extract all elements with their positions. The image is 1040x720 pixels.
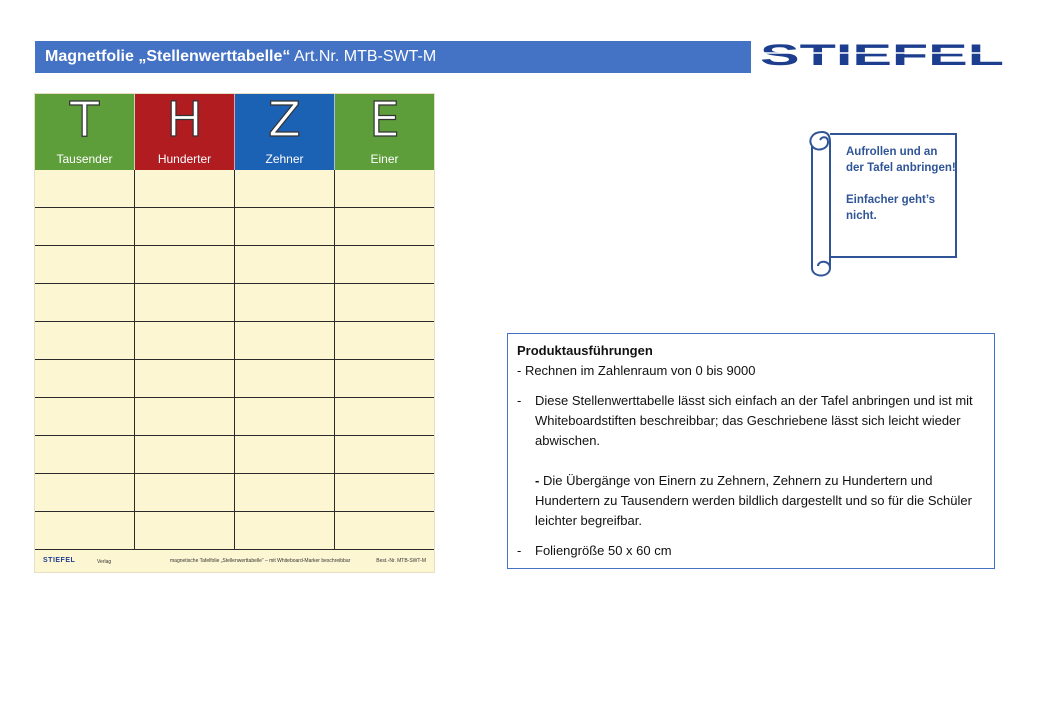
scroll-line-2: Einfacher geht’s nicht. — [846, 194, 936, 222]
chart-row — [35, 512, 434, 550]
scroll-text — [846, 144, 956, 224]
chart-cell — [235, 436, 335, 473]
chart-cell — [335, 246, 434, 283]
chart-cell — [335, 322, 434, 359]
details-item-description-text: Diese Stellenwerttabelle lässt sich einfach an der Tafel anbringen und ist mit Whiteboardstiften beschreibbar; das Geschriebene lässt sich leicht wieder abwischen. — [535, 393, 973, 448]
chart-cell — [235, 474, 335, 511]
chart-row — [35, 322, 434, 360]
chart-cell — [335, 436, 434, 473]
stiefel-logo-text: STIEFEL — [760, 40, 1004, 70]
chart-cell — [235, 360, 335, 397]
chart-cell — [335, 512, 434, 549]
chart-column-name: Tausender — [56, 152, 113, 166]
chart-cell — [335, 474, 434, 511]
chart-cell — [35, 360, 135, 397]
product-details-box — [507, 333, 995, 569]
chart-cell — [135, 474, 235, 511]
details-item-size-text: Foliengröße 50 x 60 cm — [535, 543, 672, 558]
chart-row — [35, 398, 434, 436]
scroll-line-1: Aufrollen und an der Tafel anbringen! — [846, 146, 956, 174]
chart-cell — [335, 360, 434, 397]
chart-column-tausender — [35, 94, 135, 170]
chart-cell — [335, 208, 434, 245]
chart-cell — [235, 512, 335, 549]
chart-row — [35, 360, 434, 398]
chart-row — [35, 474, 434, 512]
chart-cell — [35, 398, 135, 435]
chart-footer — [35, 550, 434, 572]
chart-row — [35, 284, 434, 322]
chart-cell — [35, 474, 135, 511]
chart-column-name: Einer — [370, 152, 399, 166]
chart-cell — [135, 208, 235, 245]
chart-column-letter: H — [166, 92, 203, 148]
chart-cell — [335, 284, 434, 321]
chart-column-name: Zehner — [265, 152, 304, 166]
details-subitem-dash: - — [535, 473, 540, 488]
chart-cell — [235, 398, 335, 435]
chart-cell — [135, 284, 235, 321]
details-heading: Produktausführungen — [517, 343, 653, 358]
chart-cell — [135, 360, 235, 397]
chart-footer-brand-small: Verlag — [97, 559, 112, 565]
details-item-range: - Rechnen im Zahlenraum von 0 bis 9000 — [517, 363, 756, 378]
chart-cell — [335, 170, 434, 207]
chart-column-letter: Z — [268, 92, 301, 148]
chart-column-letter: T — [69, 92, 100, 148]
chart-row — [35, 208, 434, 246]
chart-cell — [35, 436, 135, 473]
details-dash: - — [517, 393, 522, 408]
stiefel-logo — [760, 40, 1006, 70]
title-bold: Magnetfolie „Stellenwerttabelle“ — [45, 48, 291, 65]
chart-row — [35, 246, 434, 284]
chart-cell — [235, 208, 335, 245]
chart-cell — [135, 246, 235, 283]
chart-cell — [135, 398, 235, 435]
chart-cell — [35, 246, 135, 283]
chart-cell — [235, 284, 335, 321]
chart-cell — [35, 512, 135, 549]
chart-column-zehner — [235, 94, 335, 170]
chart-cell — [35, 208, 135, 245]
chart-cell — [235, 322, 335, 359]
details-dash-size: - — [517, 543, 522, 558]
chart-cell — [335, 398, 434, 435]
chart-cell — [35, 170, 135, 207]
chart-cell — [135, 170, 235, 207]
chart-cell — [235, 170, 335, 207]
product-image-place-value-chart — [35, 94, 434, 572]
chart-footer-text: magnetische Tafelfolie „Stellenwerttabelle“ – mit Whiteboard-Marker beschreibbar — [170, 558, 351, 564]
chart-cell — [235, 246, 335, 283]
chart-row — [35, 170, 434, 208]
title-rest: Art.Nr. MTB-SWT-M — [290, 48, 437, 65]
details-item-size — [517, 541, 984, 561]
chart-column-einer — [335, 94, 434, 170]
chart-column-letter: E — [369, 92, 400, 148]
chart-cell — [35, 322, 135, 359]
chart-cell — [35, 284, 135, 321]
details-subitem-text: Die Übergänge von Einern zu Zehnern, Zehnern zu Hundertern und Hundertern zu Tausendern werden bildlich dargestellt und so für die Schüler leichter begreifbar. — [535, 473, 972, 528]
chart-column-hunderter — [135, 94, 235, 170]
title-bar — [35, 41, 751, 73]
chart-footer-article: Best.-Nr. MTB-SWT-M — [376, 558, 426, 564]
chart-cell — [135, 512, 235, 549]
chart-footer-brand: STIEFEL — [43, 557, 76, 564]
chart-column-name: Hunderter — [157, 152, 212, 166]
chart-cell — [135, 322, 235, 359]
chart-row — [35, 436, 434, 474]
chart-cell — [135, 436, 235, 473]
details-item-description — [517, 391, 984, 531]
